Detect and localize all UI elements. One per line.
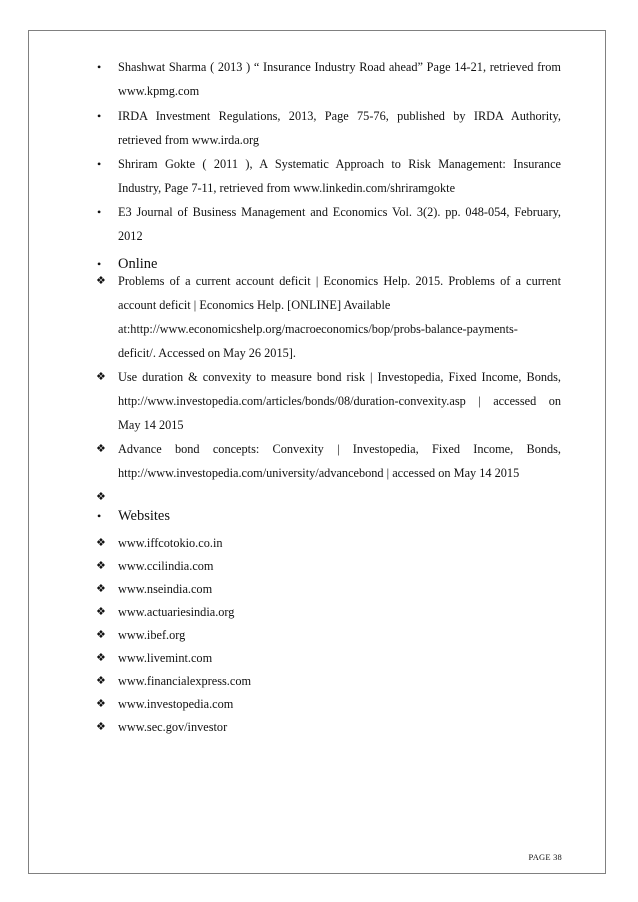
reference-line: Problems of a current account deficit | Economics Help. 2015. Problems of a current	[118, 274, 561, 288]
website-url: www.actuariesindia.org	[118, 605, 235, 619]
reference-line: retrieved from www.irda.org	[118, 133, 260, 147]
diamond-bullet-icon: ❖	[96, 275, 106, 287]
round-bullet-icon: •	[97, 60, 102, 74]
website-url: www.financialexpress.com	[118, 674, 252, 688]
round-bullet-icon: •	[97, 157, 102, 171]
section-heading-label: Online	[118, 256, 158, 272]
website-url: www.investopedia.com	[118, 697, 234, 711]
page-number: PAGE 38	[528, 852, 562, 862]
diamond-bullet-icon: ❖	[96, 371, 106, 383]
diamond-bullet-icon: ❖	[96, 652, 106, 664]
section-heading-label: Websites	[118, 508, 170, 524]
diamond-bullet-icon: ❖	[96, 491, 106, 503]
website-url: www.ibef.org	[118, 628, 186, 642]
reference-line: Shriram Gokte ( 2011 ), A Systematic Approach to Risk Management: Insurance	[118, 157, 561, 171]
reference-line: May 14 2015	[118, 418, 184, 432]
reference-line: 2012	[118, 229, 143, 243]
website-url: www.sec.gov/investor	[118, 720, 228, 734]
diamond-bullet-icon: ❖	[96, 698, 106, 710]
reference-line: E3 Journal of Business Management and Economics Vol. 3(2). pp. 048-054, February,	[118, 205, 561, 219]
reference-line: Advance bond concepts: Convexity | Investopedia, Fixed Income, Bonds,	[118, 442, 561, 456]
reference-line: www.kpmg.com	[118, 84, 200, 98]
website-url: www.iffcotokio.co.in	[118, 536, 223, 550]
reference-line: Shashwat Sharma ( 2013 ) “ Insurance Industry Road ahead” Page 14-21, retrieved from	[118, 60, 561, 74]
diamond-bullet-icon: ❖	[96, 560, 106, 572]
diamond-bullet-icon: ❖	[96, 537, 106, 549]
reference-line: deficit/. Accessed on May 26 2015].	[118, 346, 296, 360]
diamond-bullet-icon: ❖	[96, 583, 106, 595]
diamond-bullet-icon: ❖	[96, 443, 106, 455]
reference-line: IRDA Investment Regulations, 2013, Page 75-76, published by IRDA Authority,	[118, 109, 561, 123]
reference-line: http://www.investopedia.com/university/advancebond | accessed on May 14 2015	[118, 466, 520, 480]
round-bullet-icon: •	[97, 509, 102, 523]
reference-line: account deficit | Economics Help. [ONLINE] Available	[118, 298, 391, 312]
website-url: www.ccilindia.com	[118, 559, 214, 573]
diamond-bullet-icon: ❖	[96, 675, 106, 687]
round-bullet-icon: •	[97, 109, 102, 123]
reference-line: at:http://www.economicshelp.org/macroeconomics/bop/probs-balance-payments-	[118, 322, 518, 336]
reference-line: http://www.investopedia.com/articles/bonds/08/duration-convexity.asp | accessed on	[118, 394, 561, 408]
diamond-bullet-icon: ❖	[96, 721, 106, 733]
reference-line: Industry, Page 7-11, retrieved from www.linkedin.com/shriramgokte	[118, 181, 456, 195]
website-url: www.livemint.com	[118, 651, 213, 665]
round-bullet-icon: •	[97, 205, 102, 219]
round-bullet-icon: •	[97, 257, 102, 271]
reference-line: Use duration & convexity to measure bond risk | Investopedia, Fixed Income, Bonds,	[118, 370, 561, 384]
diamond-bullet-icon: ❖	[96, 606, 106, 618]
diamond-bullet-icon: ❖	[96, 629, 106, 641]
website-url: www.nseindia.com	[118, 582, 213, 596]
